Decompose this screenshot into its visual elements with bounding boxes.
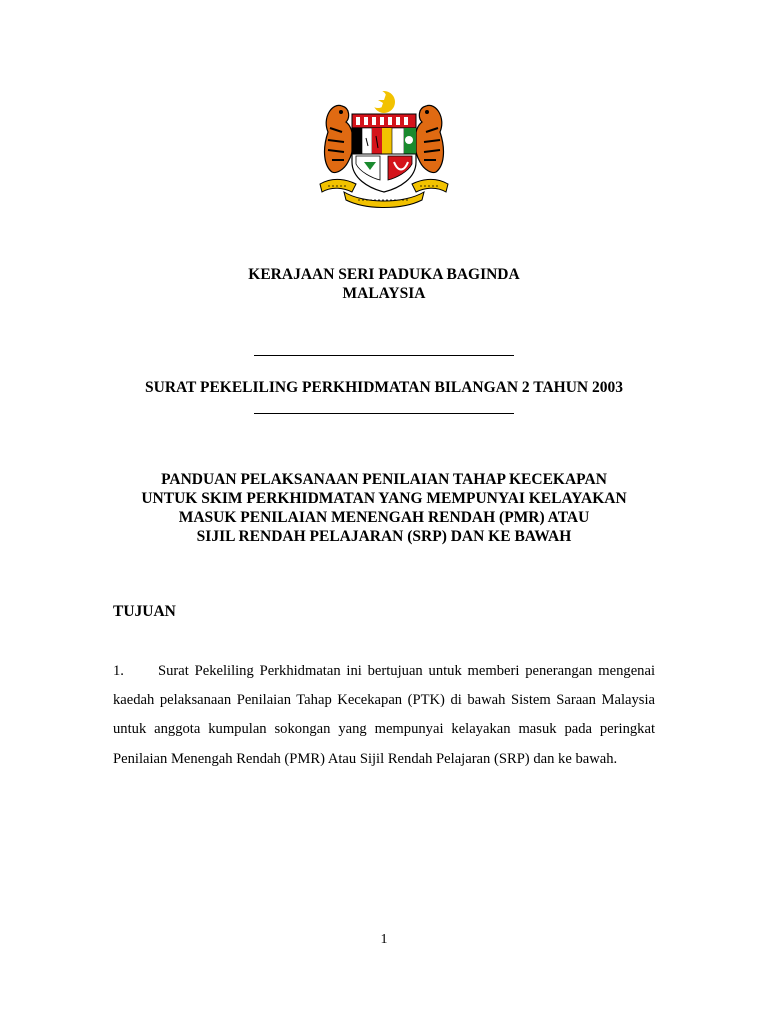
malaysia-coat-of-arms-image [314, 88, 454, 208]
subject-line-4: SIJIL RENDAH PELAJARAN (SRP) DAN KE BAWAH [196, 528, 572, 545]
subject-line-2: UNTUK SKIM PERKHIDMATAN YANG MEMPUNYAI KELAYAKAN [141, 490, 627, 507]
government-title-line-2: MALAYSIA [342, 285, 426, 302]
subject-line-3: MASUK PENILAIAN MENENGAH RENDAH (PMR) ATAU [178, 509, 590, 526]
paragraph-number: 1. [113, 663, 124, 679]
subject-line-1: PANDUAN PELAKSANAAN PENILAIAN TAHAP KECEKAPAN [161, 471, 607, 488]
page-number: 1 [380, 932, 388, 947]
divider-line-bottom [254, 413, 514, 414]
section-heading-tujuan: TUJUAN [113, 603, 176, 620]
government-title-line-1: KERAJAAN SERI PADUKA BAGINDA [248, 266, 520, 283]
paragraph-text: Surat Pekeliling Perkhidmatan ini bertujuan untuk memberi penerangan mengenai kaedah pelaksanaan Penilaian Tahap Kecekapan (PTK) di bawah Sistem Saraan Malaysia untuk anggota kumpulan sokongan yang mempunyai kelayakan masuk pada peringkat Penilaian Menengah Rendah (PMR) Atau Sijil Rendah Pelajaran (SRP) dan ke bawah. [113, 663, 655, 767]
divider-line-top [254, 355, 514, 356]
paragraph-1 [113, 657, 655, 774]
circular-title: SURAT PEKELILING PERKHIDMATAN BILANGAN 2 TAHUN 2003 [145, 379, 623, 396]
